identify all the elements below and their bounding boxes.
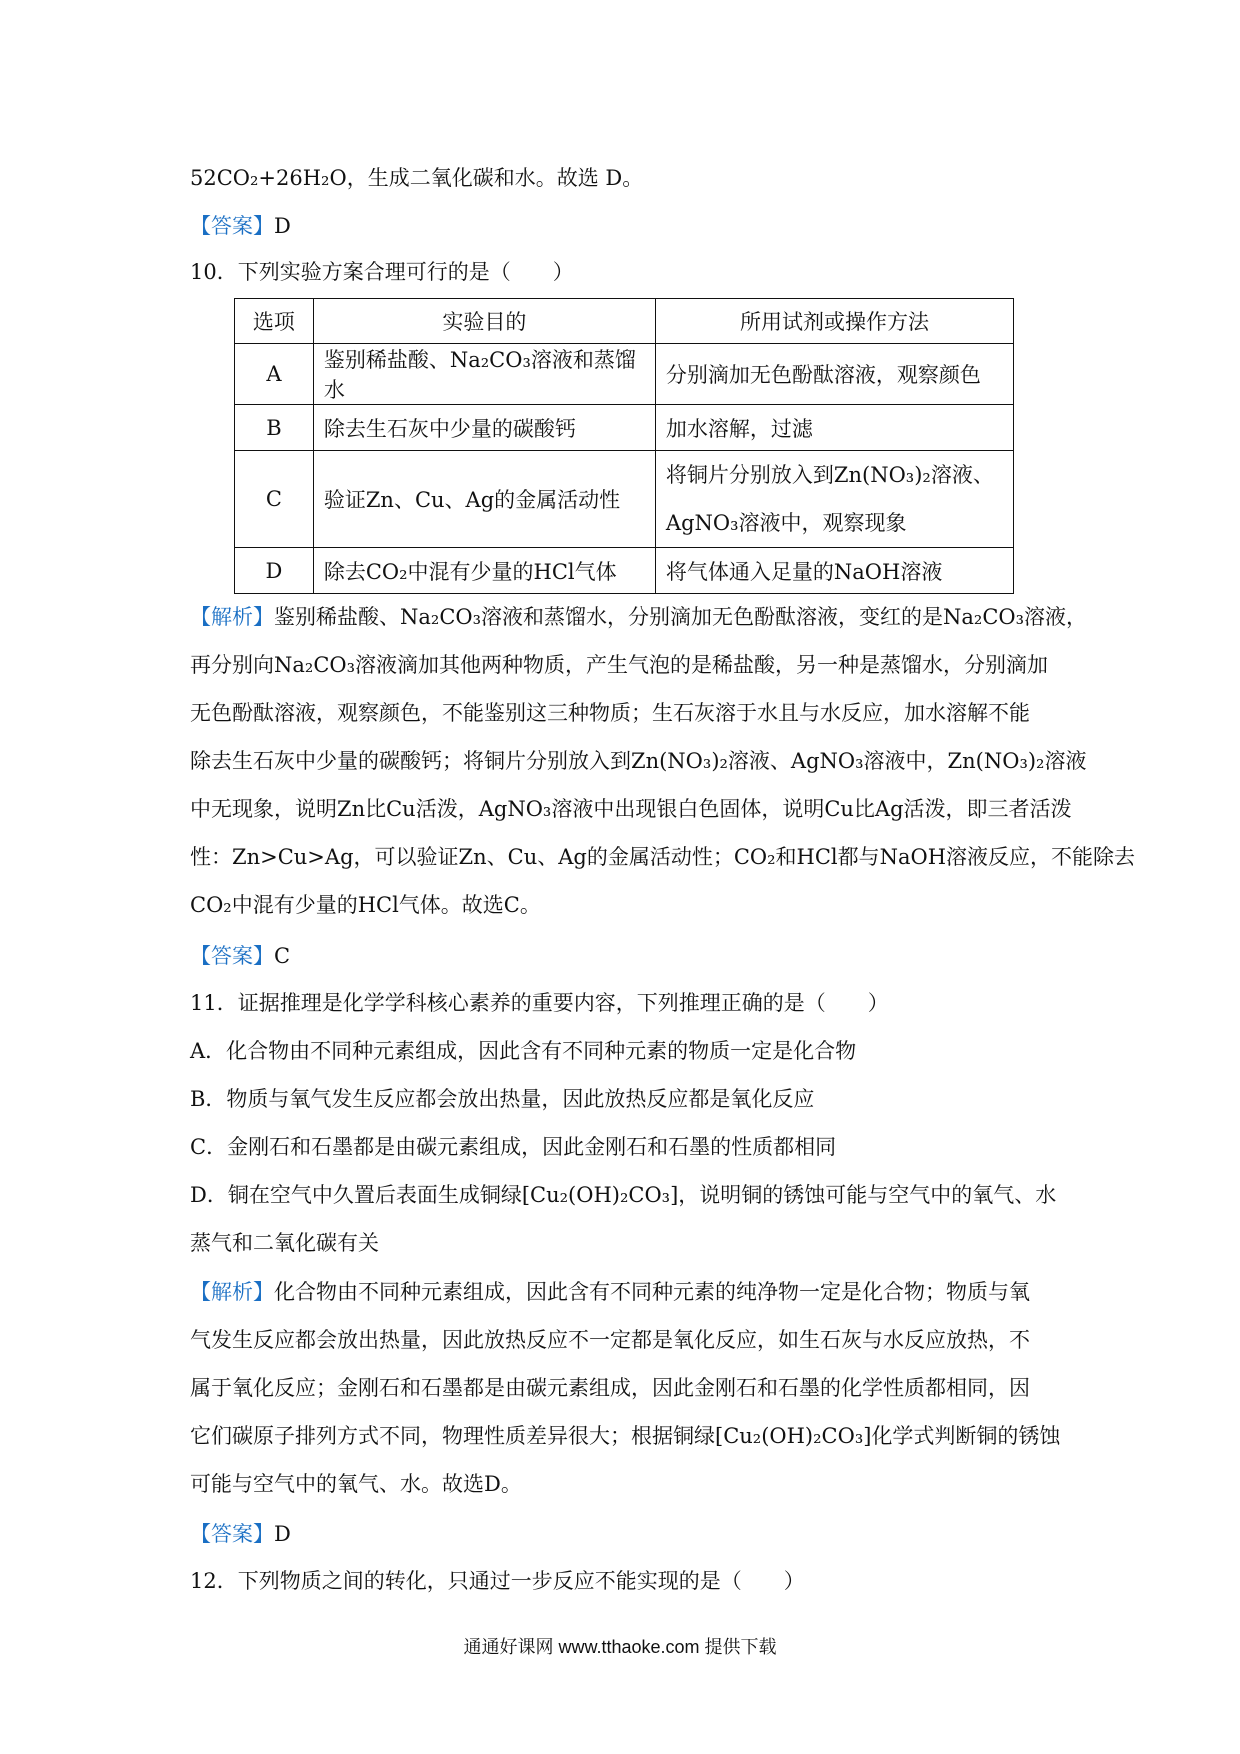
option-c: C．金刚石和石墨都是由碳元素组成，因此金刚石和石墨的性质都相同	[190, 1135, 837, 1159]
table-row	[235, 548, 1014, 594]
analysis-line: 无色酚酞溶液，观察颜色，不能鉴别这三种物质；生石灰溶于水且与水反应，加水溶解不能	[190, 701, 1030, 725]
answer-tag: 【答案】	[190, 1522, 274, 1546]
answer-tag: 【答案】	[190, 214, 274, 238]
answer-value: D	[274, 214, 291, 238]
table-cell-method	[655, 451, 1013, 548]
table-cell-purpose: 鉴别稀盐酸、Na₂CO₃溶液和蒸馏水	[313, 344, 655, 405]
answer-line-10	[190, 942, 1070, 970]
continuation-line: 52CO₂+26H₂O，生成二氧化碳和水。故选 D。	[190, 166, 644, 190]
option-a: A．化合物由不同种元素组成，因此含有不同种元素的物质一定是化合物	[190, 1039, 857, 1063]
analysis-line: CO₂中混有少量的HCl气体。故选C。	[190, 893, 541, 917]
option-d-cont: 蒸气和二氧化碳有关	[190, 1231, 379, 1255]
method-line: AgNO₃溶液中，观察现象	[665, 511, 907, 535]
table-header-row	[235, 299, 1014, 344]
option-b: B．物质与氧气发生反应都会放出热量，因此放热反应都是氧化反应	[190, 1087, 815, 1111]
table-cell-option: C	[235, 451, 314, 548]
question-11-stem: 11．证据推理是化学学科核心素养的重要内容，下列推理正确的是（ ）	[190, 991, 889, 1015]
table-cell-purpose: 除去生石灰中少量的碳酸钙	[313, 405, 655, 451]
table-row	[235, 405, 1014, 451]
table-cell-purpose: 除去CO₂中混有少量的HCl气体	[313, 548, 655, 594]
analysis-line: 中无现象，说明Zn比Cu活泼，AgNO₃溶液中出现银白色固体，说明Cu比Ag活泼，即三者活泼	[190, 797, 1072, 821]
analysis-text: 鉴别稀盐酸、Na₂CO₃溶液和蒸馏水，分别滴加无色酚酞溶液，变红的是Na₂CO₃溶液，	[274, 605, 1088, 629]
analysis-line: 性：Zn>Cu>Ag，可以验证Zn、Cu、Ag的金属活动性；CO₂和HCl都与NaOH溶液反应，不能除去	[190, 845, 1136, 869]
analysis-line: 它们碳原子排列方式不同，物理性质差异很大；根据铜绿[Cu₂(OH)₂CO₃]化学式判断铜的锈蚀	[190, 1424, 1061, 1448]
question-10-stem: 10．下列实验方案合理可行的是（ ）	[190, 260, 574, 284]
table-header-cell: 所用试剂或操作方法	[655, 299, 1013, 344]
answer-line-11	[190, 1520, 1070, 1548]
table-cell-option: B	[235, 405, 314, 451]
method-line: 将铜片分别放入到Zn(NO₃)₂溶液、	[665, 463, 994, 487]
analysis-text: 化合物由不同种元素组成，因此含有不同种元素的纯净物一定是化合物；物质与氧	[274, 1280, 1030, 1304]
option-d: D．铜在空气中久置后表面生成铜绿[Cu₂(OH)₂CO₃]，说明铜的锈蚀可能与空气中的氧气、水	[190, 1183, 1057, 1207]
answer-value: C	[274, 944, 291, 968]
table-cell-option: A	[235, 344, 314, 405]
analysis-tag: 【解析】	[190, 1280, 274, 1304]
table-row	[235, 451, 1014, 548]
analysis-line: 除去生石灰中少量的碳酸钙；将铜片分别放入到Zn(NO₃)₂溶液、AgNO₃溶液中，Zn(NO₃)₂溶液	[190, 749, 1087, 773]
table-cell-method: 加水溶解，过滤	[655, 405, 1013, 451]
table-cell-option: D	[235, 548, 314, 594]
table-row	[235, 344, 1014, 405]
analysis-line: 属于氧化反应；金刚石和石墨都是由碳元素组成，因此金刚石和石墨的化学性质都相同，因	[190, 1376, 1030, 1400]
answer-value: D	[274, 1522, 291, 1546]
table-cell-method: 将气体通入足量的NaOH溶液	[655, 548, 1013, 594]
analysis-line	[190, 1278, 1070, 1306]
analysis-line: 气发生反应都会放出热量，因此放热反应不一定都是氧化反应，如生石灰与水反应放热，不	[190, 1328, 1030, 1352]
table-cell-purpose: 验证Zn、Cu、Ag的金属活动性	[313, 451, 655, 548]
analysis-line	[190, 603, 1088, 631]
experiment-table	[234, 298, 1014, 594]
analysis-tag: 【解析】	[190, 605, 274, 629]
question-12-stem: 12．下列物质之间的转化，只通过一步反应不能实现的是（ ）	[190, 1569, 805, 1593]
table-header-cell: 实验目的	[313, 299, 655, 344]
answer-tag: 【答案】	[190, 944, 274, 968]
table-cell-method: 分别滴加无色酚酞溶液，观察颜色	[655, 344, 1013, 405]
table-header-cell: 选项	[235, 299, 314, 344]
page-footer: 通通好课网 www.tthaoke.com 提供下载	[463, 1637, 777, 1657]
analysis-line: 再分别向Na₂CO₃溶液滴加其他两种物质，产生气泡的是稀盐酸，另一种是蒸馏水，分别滴加	[190, 653, 1049, 677]
analysis-line: 可能与空气中的氧气、水。故选D。	[190, 1472, 522, 1496]
answer-line-9	[190, 212, 1070, 240]
